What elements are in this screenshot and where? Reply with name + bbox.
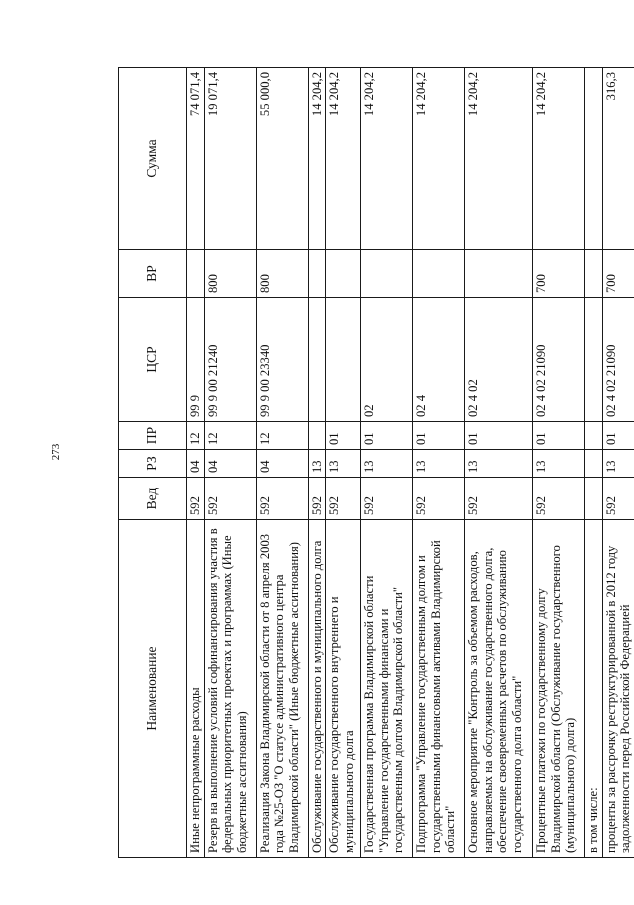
- header-vr: ВР: [119, 250, 187, 298]
- table-row: [308, 68, 326, 858]
- cell-vr: [361, 250, 413, 298]
- cell-ved: 592: [326, 478, 361, 520]
- cell-rz: 04: [256, 450, 308, 478]
- cell-pr: [585, 422, 603, 450]
- budget-table: [118, 67, 634, 858]
- cell-name: Процентные платежи по государственному долгу Владимирской области (Обслуживание государственного (муниципального) долга): [533, 520, 585, 858]
- cell-rz: [585, 450, 603, 478]
- cell-pr: 01: [533, 422, 585, 450]
- header-csr: ЦСР: [119, 298, 187, 422]
- cell-rz: 04: [187, 450, 205, 478]
- cell-pr: 12: [204, 422, 256, 450]
- cell-sum: [585, 68, 603, 250]
- cell-csr: 02 4 02 21090: [602, 298, 634, 422]
- cell-name: Реализация Закона Владимирской области от 8 апреля 2003 года №25-ОЗ "О статусе административного центра Владимирской области" (Иные бюджетные ассигнования): [256, 520, 308, 858]
- cell-name: Основное мероприятие "Контроль за объемом расходов, направляемых на обслуживание государственного долга, обеспечение своевременных расчетов по обслуживанию государственного долга области": [465, 520, 533, 858]
- cell-csr: [326, 298, 361, 422]
- cell-name: Иные непрограммные расходы: [187, 520, 205, 858]
- cell-name: Обслуживание государственного внутреннего и муниципального долга: [326, 520, 361, 858]
- cell-rz: 13: [361, 450, 413, 478]
- cell-sum: 74 071,4: [187, 68, 205, 250]
- cell-vr: 700: [533, 250, 585, 298]
- cell-csr: 99 9 00 21240: [204, 298, 256, 422]
- header-row: [119, 68, 187, 858]
- cell-sum: 14 204,2: [308, 68, 326, 250]
- cell-name: Государственная программа Владимирской области "Управление государственными финансами и государственным долгом Владимирской области": [361, 520, 413, 858]
- cell-sum: 14 204,2: [533, 68, 585, 250]
- cell-pr: 12: [256, 422, 308, 450]
- cell-pr: 01: [602, 422, 634, 450]
- cell-csr: [308, 298, 326, 422]
- cell-ved: [585, 478, 603, 520]
- cell-ved: 592: [308, 478, 326, 520]
- cell-ved: 592: [602, 478, 634, 520]
- cell-rz: 13: [326, 450, 361, 478]
- cell-name: Подпрограмма "Управление государственным долгом и государственными финансовыми активами Владимирской области": [413, 520, 465, 858]
- cell-csr: 99 9: [187, 298, 205, 422]
- table-row: [602, 68, 634, 858]
- cell-pr: 01: [361, 422, 413, 450]
- cell-ved: 592: [361, 478, 413, 520]
- cell-rz: 13: [465, 450, 533, 478]
- cell-vr: 700: [602, 250, 634, 298]
- cell-sum: 14 204,2: [361, 68, 413, 250]
- cell-vr: [326, 250, 361, 298]
- cell-pr: 01: [465, 422, 533, 450]
- cell-vr: 800: [204, 250, 256, 298]
- cell-rz: 13: [413, 450, 465, 478]
- cell-rz: 13: [533, 450, 585, 478]
- page-number: 273: [50, 443, 62, 461]
- header-name: Наименование: [119, 520, 187, 858]
- cell-csr: 99 9 00 23340: [256, 298, 308, 422]
- cell-ved: 592: [204, 478, 256, 520]
- cell-csr: 02 4 02: [465, 298, 533, 422]
- cell-sum: 14 204,2: [465, 68, 533, 250]
- header-rz: РЗ: [119, 450, 187, 478]
- cell-ved: 592: [465, 478, 533, 520]
- cell-pr: 01: [413, 422, 465, 450]
- table-row: [465, 68, 533, 858]
- cell-sum: 19 071,4: [204, 68, 256, 250]
- cell-ved: 592: [256, 478, 308, 520]
- cell-name: в том числе:: [585, 520, 603, 858]
- table-row: [204, 68, 256, 858]
- cell-csr: 02 4 02 21090: [533, 298, 585, 422]
- cell-csr: 02 4: [413, 298, 465, 422]
- header-pr: ПР: [119, 422, 187, 450]
- table-row: [361, 68, 413, 858]
- cell-vr: [187, 250, 205, 298]
- cell-rz: 13: [308, 450, 326, 478]
- cell-rz: 04: [204, 450, 256, 478]
- cell-name: проценты за рассрочку реструктурированной в 2012 году задолженности перед Российской Федерацией: [602, 520, 634, 858]
- header-sum: Сумма: [119, 68, 187, 250]
- cell-rz: 13: [602, 450, 634, 478]
- cell-vr: [308, 250, 326, 298]
- cell-csr: [585, 298, 603, 422]
- cell-name: Резерв на выполнение условий софинансирования участия в федеральных приоритетных проектах и программах (Иные бюджетные ассигнования): [204, 520, 256, 858]
- cell-sum: 14 204,2: [326, 68, 361, 250]
- cell-pr: [308, 422, 326, 450]
- cell-sum: 316,3: [602, 68, 634, 250]
- cell-sum: 14 204,2: [413, 68, 465, 250]
- cell-csr: 02: [361, 298, 413, 422]
- table-row: [187, 68, 205, 858]
- header-ved: Вед: [119, 478, 187, 520]
- table-row: [256, 68, 308, 858]
- table-row: [533, 68, 585, 858]
- cell-pr: 01: [326, 422, 361, 450]
- cell-ved: 592: [533, 478, 585, 520]
- cell-sum: 55 000,0: [256, 68, 308, 250]
- cell-ved: 592: [413, 478, 465, 520]
- rotated-page-content: [118, 68, 633, 858]
- cell-vr: 800: [256, 250, 308, 298]
- cell-ved: 592: [187, 478, 205, 520]
- cell-vr: [465, 250, 533, 298]
- cell-vr: [413, 250, 465, 298]
- cell-pr: 12: [187, 422, 205, 450]
- table-row: [326, 68, 361, 858]
- cell-vr: [585, 250, 603, 298]
- cell-name: Обслуживание государственного и муниципального долга: [308, 520, 326, 858]
- table-row: [413, 68, 465, 858]
- table-row: [585, 68, 603, 858]
